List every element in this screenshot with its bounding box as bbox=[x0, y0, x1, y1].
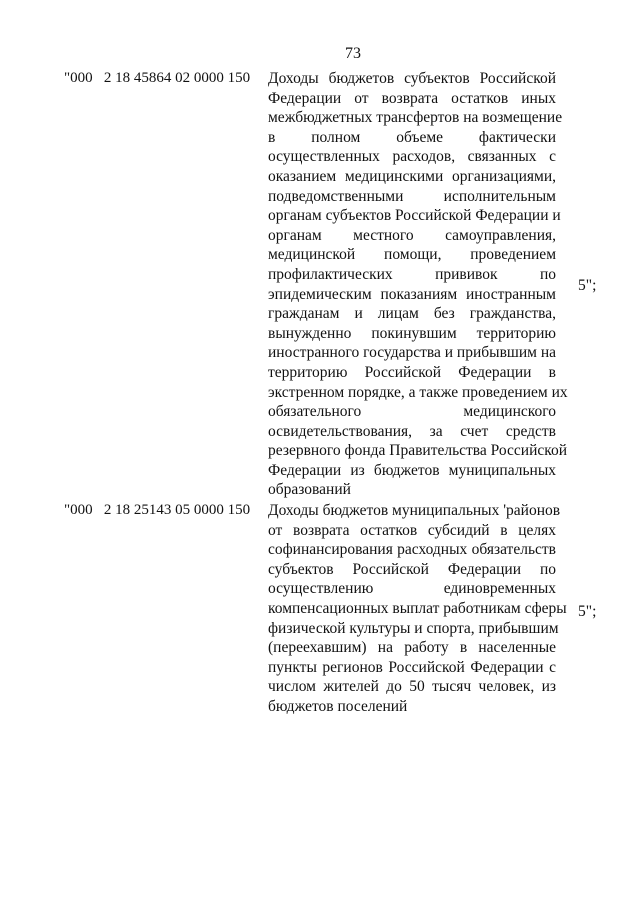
description-line: органам субъектов Российской Федерации и bbox=[268, 207, 561, 225]
description-line: гражданам и лицам без гражданства, bbox=[268, 305, 556, 323]
description-line: бюджетов поселений bbox=[268, 697, 408, 715]
entry-value: 5"; bbox=[578, 603, 597, 620]
description-line: от возврата остатков субсидий в целях bbox=[268, 521, 556, 539]
description-line: оказанием медицинскими организациями, bbox=[268, 167, 556, 185]
description-line: подведомственными исполнительным bbox=[268, 187, 556, 205]
description-line: освидетельствования, за счет средств bbox=[268, 422, 556, 440]
description-line: осуществлению единовременных bbox=[268, 580, 556, 598]
description-line: вынужденно покинувшим территорию bbox=[268, 324, 556, 342]
description-line: Федерации из бюджетов муниципальных bbox=[268, 461, 556, 479]
description-line: органам местного самоуправления, bbox=[268, 226, 556, 244]
description-line: территорию Российской Федерации в bbox=[268, 363, 556, 381]
description-line: осуществленных расходов, связанных с bbox=[268, 148, 556, 166]
description-line: Федерации от возврата остатков иных bbox=[268, 89, 556, 107]
description-line: резервного фонда Правительства Российской bbox=[268, 442, 568, 460]
description-line: иностранного государства и прибывшим на bbox=[268, 344, 556, 362]
entry-description bbox=[268, 501, 567, 717]
entry-value: 5"; bbox=[578, 277, 597, 294]
description-line: медицинской помощи, проведением bbox=[268, 246, 556, 264]
description-line: субъектов Российской Федерации по bbox=[268, 560, 556, 578]
description-line: экстренном порядке, а также проведением их bbox=[268, 383, 568, 401]
description-line: Доходы бюджетов муниципальных 'районов bbox=[268, 502, 561, 519]
description-line: пункты регионов Российской Федерации с bbox=[268, 658, 556, 676]
description-line: обязательного медицинского bbox=[268, 403, 556, 421]
description-line: софинансирования расходных обязательств bbox=[268, 541, 556, 559]
description-line: компенсационных выплат работникам сферы bbox=[268, 599, 567, 617]
description-line: в полном объеме фактически bbox=[268, 128, 556, 146]
budget-classification-code: "000 2 18 45864 02 0000 150 bbox=[64, 70, 251, 86]
budget-classification-code: "000 2 18 25143 05 0000 150 bbox=[64, 502, 251, 518]
page-number: 73 bbox=[345, 45, 361, 62]
description-line: (переехавшим) на работу в населенные bbox=[268, 639, 556, 657]
entry-description bbox=[268, 69, 568, 500]
description-line: физической культуры и спорта, прибывшим bbox=[268, 619, 559, 637]
description-line: образований bbox=[268, 481, 351, 499]
description-line: профилактических прививок по bbox=[268, 265, 556, 283]
description-line: Доходы бюджетов субъектов Российской bbox=[268, 70, 556, 87]
description-line: числом жителей до 50 тысяч человек, из bbox=[268, 678, 556, 696]
description-line: межбюджетных трансфертов на возмещение bbox=[268, 109, 563, 127]
description-line: эпидемическим показаниям иностранным bbox=[268, 285, 556, 303]
